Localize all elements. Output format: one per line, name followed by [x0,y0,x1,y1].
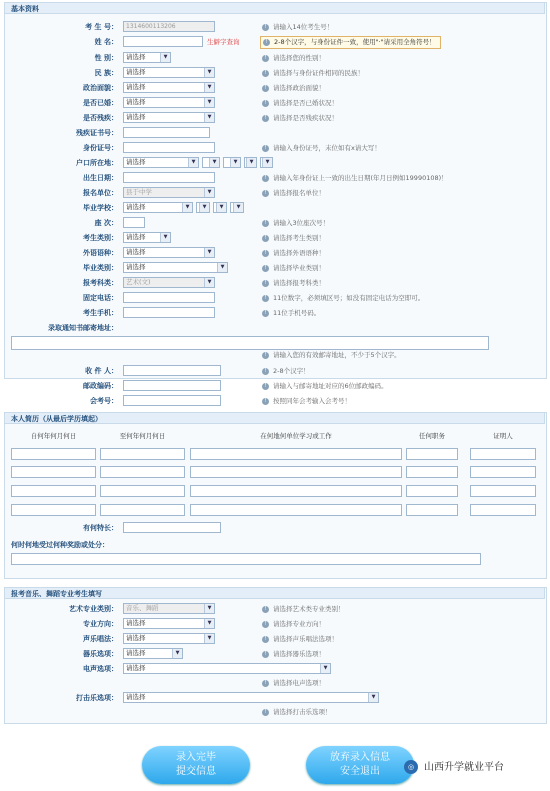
wechat-logo-icon: ◎ [404,760,418,774]
language-label: 外语语种： [83,249,118,257]
chevron-down-icon: ▼ [204,188,214,197]
exam-no-label: 考 生 号： [85,23,118,31]
phone-input[interactable] [123,292,215,303]
subject-hint: ! 请选择报考科类！ [262,277,325,290]
chevron-down-icon: ▼ [182,203,192,212]
resume-col-place: 在何地何单位学习或工作 [260,432,332,440]
info-icon: ! [262,636,269,643]
postcode-label: 邮政编码： [83,382,118,390]
info-icon: ! [262,383,269,390]
chevron-down-icon: ▼ [217,263,227,272]
info-icon: ! [262,680,269,687]
disability-cert-input[interactable] [123,127,210,138]
birth-input[interactable] [123,172,215,183]
name-label: 姓 名： [94,38,118,46]
resume-cell[interactable] [11,466,96,478]
info-icon: ! [262,115,269,122]
mobile-hint: ! 11位手机号码。 [262,307,320,320]
info-icon: ! [262,24,269,31]
seat-input[interactable] [123,217,145,228]
id-hint: ! 请输入身份证号，末位如有x请大写！ [262,142,381,155]
instrument-hint: ! 请选择器乐选项！ [262,648,325,661]
info-icon: ! [262,55,269,62]
name-hint: ! 2-8个汉字，与身份证件一致，使用"·"请采用全角符号！ [260,36,441,49]
grad-school-city-select[interactable] [196,202,210,213]
birth-label: 出生日期： [83,174,118,182]
info-icon: ! [262,235,269,242]
abandon-button[interactable]: 放弃录入信息 安全退出 [306,746,414,784]
direction-hint: ! 请选择专业方向！ [262,618,325,631]
chevron-down-icon: ▼ [320,664,330,673]
info-icon: ! [262,352,269,359]
disabled-hint: ! 请选择是否残疾状况！ [262,112,338,125]
resume-cell[interactable] [470,466,536,478]
postcode-hint: ! 请输入与邮寄地址对应的6位邮政编码。 [262,380,388,393]
chevron-down-icon: ▼ [204,113,214,122]
info-icon: ! [262,190,269,197]
art-type-select[interactable]: 音乐、舞蹈 ▼ [123,603,215,614]
language-hint: ! 请选择外语语种！ [262,247,325,260]
id-input[interactable] [123,142,215,153]
art-type-hint: ! 请选择艺术类专业类别！ [262,603,345,616]
voice-select[interactable]: 请选择 ▼ [123,633,215,644]
instrument-select[interactable]: 请选择 ▼ [123,648,183,659]
resume-cell[interactable] [190,485,402,497]
chevron-down-icon: ▼ [204,634,214,643]
resume-cell[interactable] [100,504,185,516]
chevron-down-icon: ▼ [160,53,170,62]
postcode-input[interactable] [123,380,221,391]
info-icon: ! [262,70,269,77]
chevron-down-icon: ▼ [216,203,226,212]
instrument-label: 器乐选项： [83,650,118,658]
award-label: 何时何地受过何种奖励或处分： [11,541,109,549]
apply-unit-label: 报名单位： [83,189,118,197]
birth-hint: ! 请输入年身份证上一致的出生日期(年月日例如19990108)！ [262,172,448,185]
language-select[interactable]: 请选择 ▼ [123,247,215,258]
resume-col-position: 任何职务 [419,432,445,440]
direction-label: 专业方向： [83,620,118,628]
info-icon: ! [263,39,270,46]
ethnic-hint: ! 请选择与身份证件相同的民族！ [262,67,364,80]
percussion-hint: ! 请选择打击乐选项！ [262,706,332,719]
hukou-city-select[interactable] [202,157,220,168]
meeting-input[interactable] [123,395,221,406]
info-icon: ! [262,295,269,302]
chevron-down-icon: ▼ [262,158,272,167]
seat-label: 座 次： [94,219,118,227]
ethnic-label: 民 族： [94,69,118,77]
specialty-label: 有何特长： [83,524,118,532]
exam-no-input[interactable]: 1314600113206 [123,21,215,32]
resume-cell[interactable] [190,504,402,516]
resume-cell[interactable] [470,504,536,516]
category-select[interactable]: 请选择 ▼ [123,232,171,243]
chevron-down-icon: ▼ [204,248,214,257]
vocal-label: 电声选项： [83,665,118,673]
basic-section-title: 基本资料 [4,2,545,14]
hukou-town-select[interactable] [244,157,257,168]
hukou-province-select[interactable]: 请选择 ▼ [123,157,199,168]
id-label: 身份证号： [83,144,118,152]
political-label: 政治面貌： [83,84,118,92]
percussion-select[interactable]: 请选择 ▼ [123,692,379,703]
ethnic-select[interactable]: 请选择 ▼ [123,67,215,78]
resume-cell[interactable] [190,466,402,478]
subject-select[interactable]: 艺术(文) ▼ [123,277,215,288]
political-hint: ! 请选择政治面貌！ [262,82,325,95]
info-icon: ! [262,175,269,182]
resume-cell[interactable] [100,485,185,497]
category-hint: ! 请选择考生类别！ [262,232,325,245]
direction-select[interactable]: 请选择 ▼ [123,618,215,629]
chevron-down-icon: ▼ [204,68,214,77]
resume-col-witness: 证明人 [493,432,513,440]
resume-col-to: 至何年何月何日 [119,432,166,440]
vocal-hint: ! 请选择电声选项！ [262,677,325,690]
info-icon: ! [262,621,269,628]
art-type-label: 艺术专业类别： [69,605,118,613]
grad-type-hint: ! 请选择毕业类别！ [262,262,325,275]
disabled-select[interactable]: 请选择 ▼ [123,112,215,123]
chevron-down-icon: ▼ [368,693,378,702]
gender-label: 性 别： [94,54,118,62]
exam-no-hint: ! 请输入14位考生号！ [262,21,333,34]
chevron-down-icon: ▼ [209,158,219,167]
resume-section-title: 本人简历（从最后学历填起） [4,412,545,424]
chevron-down-icon: ▼ [246,158,256,167]
address-hint: ! 请输入您的有效邮寄地址，不少于5个汉字。 [262,349,401,362]
resume-cell[interactable] [406,466,458,478]
resume-cell[interactable] [190,448,402,460]
voice-hint: ! 请选择声乐唱法选项！ [262,633,338,646]
info-icon: ! [262,250,269,257]
resume-cell[interactable] [100,448,185,460]
chevron-down-icon: ▼ [230,158,240,167]
rare-char-link[interactable]: 生僻字查询 [207,38,240,46]
info-icon: ! [262,606,269,613]
married-select[interactable]: 请选择 ▼ [123,97,215,108]
address-input[interactable] [11,336,489,350]
chevron-down-icon: ▼ [204,83,214,92]
name-input[interactable] [123,36,203,47]
grad-type-label: 毕业类别： [83,264,118,272]
subject-label: 报考科类： [83,279,118,287]
mobile-input[interactable] [123,307,215,318]
disabled-label: 是否残疾： [83,114,118,122]
info-icon: ! [262,310,269,317]
gender-hint: ! 请选择您的性别！ [262,52,325,65]
vocal-select[interactable]: 请选择 ▼ [123,663,331,674]
apply-unit-hint: ! 请选择报名单位！ [262,187,325,200]
info-icon: ! [262,368,269,375]
info-icon: ! [262,265,269,272]
chevron-down-icon: ▼ [204,278,214,287]
info-icon: ! [262,280,269,287]
receiver-hint: ! 2-8个汉字！ [262,365,310,378]
address-label: 录取通知书邮寄地址： [48,324,118,332]
info-icon: ! [262,709,269,716]
political-select[interactable]: 请选择 ▼ [123,82,215,93]
resume-cell[interactable] [406,448,458,460]
married-label: 是否已婚： [83,99,118,107]
award-input[interactable] [11,553,481,565]
receiver-input[interactable] [123,365,221,376]
info-icon: ! [262,651,269,658]
chevron-down-icon: ▼ [188,158,198,167]
info-icon: ! [262,398,269,405]
resume-cell[interactable] [470,485,536,497]
meeting-hint: ! 按照同年会考输入会考号！ [262,395,351,408]
disability-cert-label: 残疾证书号： [76,129,118,137]
resume-cell[interactable] [11,448,96,460]
chevron-down-icon: ▼ [233,203,243,212]
mobile-label: 考生手机： [83,309,118,317]
chevron-down-icon: ▼ [204,604,214,613]
resume-col-from: 自何年何月何日 [30,432,77,440]
grad-type-select[interactable]: 请选择 ▼ [123,262,228,273]
watermark: ◎ 山西升学就业平台 [404,758,504,774]
info-icon: ! [262,100,269,107]
resume-cell[interactable] [406,504,458,516]
chevron-down-icon: ▼ [199,203,209,212]
chevron-down-icon: ▼ [204,98,214,107]
resume-cell[interactable] [470,448,536,460]
chevron-down-icon: ▼ [160,233,170,242]
submit-button[interactable]: 录入完毕 提交信息 [142,746,250,784]
resume-cell[interactable] [100,466,185,478]
seat-hint: ! 请输入3位座次号！ [262,217,329,230]
phone-label: 固定电话： [83,294,118,302]
apply-unit-select[interactable]: 县于中学 ▼ [123,187,215,198]
grad-school-select[interactable]: 请选择 ▼ [123,202,193,213]
married-hint: ! 请选择是否已婚状况！ [262,97,338,110]
art-section-title: 报考音乐、舞蹈专业考生填写 [4,587,545,599]
chevron-down-icon: ▼ [172,649,182,658]
hukou-label: 户口所在地： [76,159,118,167]
specialty-input[interactable] [123,522,221,533]
voice-label: 声乐唱法： [83,635,118,643]
receiver-label: 收 件 人： [85,367,118,375]
info-icon: ! [262,85,269,92]
category-label: 考生类别： [83,234,118,242]
resume-cell[interactable] [11,485,96,497]
chevron-down-icon: ▼ [204,619,214,628]
gender-select[interactable]: 请选择 ▼ [123,52,171,63]
hukou-village-select[interactable] [260,157,273,168]
hukou-county-select[interactable] [223,157,241,168]
resume-cell[interactable] [11,504,96,516]
meeting-label: 会考号： [90,397,118,405]
phone-hint: ! 11位数字，必须填区号；如没有固定电话为空即可。 [262,292,424,305]
grad-school-school-select[interactable] [230,202,244,213]
resume-cell[interactable] [406,485,458,497]
grad-school-label: 毕业学校： [83,204,118,212]
grad-school-county-select[interactable] [213,202,227,213]
info-icon: ! [262,220,269,227]
percussion-label: 打击乐选项： [76,694,118,702]
info-icon: ! [262,145,269,152]
